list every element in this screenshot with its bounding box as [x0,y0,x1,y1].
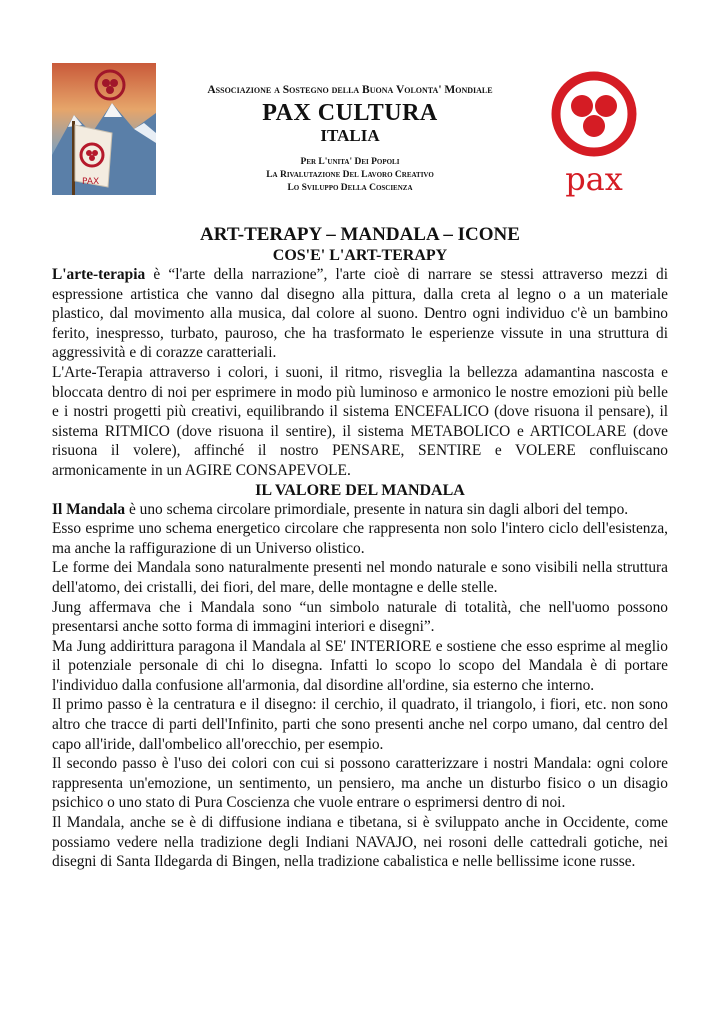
section-heading-art-terapy: COS'E' L'ART-TERAPY [272,247,448,264]
paragraph-3-lead: Il Mandala [52,500,126,518]
association-heading [170,84,530,195]
paragraph-5: Le forme dei Mandala sono naturalmente presenti nel mondo naturale e sono visibili nella struttura dell'atomo, dei cristalli, dei fiori, del mare, delle montagne e delle stelle. [52,559,668,596]
left-logo-lettering: PAX [82,177,100,187]
paragraph-3 [52,500,668,520]
paragraph-10: Il Mandala, anche se è di diffusione indiana e tibetana, si è sviluppato anche in Occidente, come possiamo vedere nella tradizione degli Indiani NAVAJO, nei rosoni delle cattedrali gotiche, nei disegni di Santa Ildegarda di Bingen, nella tradizione cabalistica e nelle bellissime icone russe. [52,814,668,871]
paragraph-1-lead: L'arte-terapia [52,266,146,283]
tagline-line-1: Per L'unita' Dei Popoli [300,157,400,167]
document-header [0,0,720,220]
tagline-line-2: La Rivalutazione Del Lavoro Creativo [266,170,434,180]
pax-logo-lettering: pax [565,160,623,198]
paragraph-3-text: è uno schema circolare primordiale, presente in natura sin dagli albori del tempo. [125,500,629,518]
paragraph-4: Esso esprime uno schema energetico circolare che rappresenta non solo l'intero ciclo dell'esistenza, ma anche la raffigurazione di un Universo olistico. [52,520,668,557]
association-name: Associazione a Sostegno della Buona Volonta' Mondiale [207,84,493,96]
page-title: ART-TERAPY – MANDALA – ICONE [200,224,520,245]
paragraph-1 [52,265,668,363]
paragraph-8: Il primo passo è la centratura e il disegno: il cerchio, il quadrato, il triangolo, i fiori, etc. non sono altro che tracce di parti dell'Infinito, parti che sono presenti anche nel corpo umano, dal centro del capo all'iride, dall'ombelico all'orecchio, per esempio. [52,696,668,753]
paragraph-6: Jung affermava che i Mandala sono “un simbolo naturale di totalità, che nell'uomo possono presentarsi anche sotto forma di immagini interiori e disegni”. [52,598,668,636]
paragraph-7: Ma Jung addirittura paragona il Mandala al SE' INTERIORE e sostiene che esso esprime al meglio il potenziale personale di chi lo disegna. Infatti lo scopo lo scopo del Mandala è di portare l'individuo dalla confusione all'armonia, dal disordine all'ordine, sia esterno che interno. [52,637,668,694]
paragraph-2: L'Arte-Terapia attraverso i colori, i suoni, il ritmo, risveglia la bellezza adamantina nascosta e bloccata dentro di noi per esprimere in modo più luminoso e armonico le nostre emozioni più belle e i nostri progetti più creativi, equilibrando il sistema ENCEFALICO (dove risuona il pensare), il sistema RITMICO (dove risuona il sentire), il sistema METABOLICO e ARTICOLARE (dove risuona il volere), affinché il nostro PENSARE, SENTIRE e VOLERE confluiscano armonicamente in un AGIRE CONSAPEVOLE. [52,363,668,479]
paragraph-9: Il secondo passo è l'uso dei colori con cui si possono caratterizzare i nostri Mandala: ogni colore rappresenta un'emozione, un sentimento, un pensiero, ma anche un disturbo fisico o un disagio psichico o uno stato di Pura Coscienza che vuole entrare o esprimersi dentro di noi. [52,755,668,812]
pax-logo [534,66,654,201]
section-heading-mandala: IL VALORE DEL MANDALA [255,481,465,499]
organization-title: PAX CULTURA [262,100,438,126]
organization-country: ITALIA [320,126,380,145]
banner-of-peace-painting [52,63,156,195]
paragraph-1-text: è “l'arte della narrazione”, l'arte cioè di narrare se stessi attraverso mezzi di espressione artistica che vanno dal disegno alla pittura, dalla creta al legno o a un materiale plastico, dal movimento alla musica, dal colore al suono. Dentro ogni individuo c'è un bambino ferito, inespresso, turbato, pauroso, che ha trasformato le esperienze vissute in una struttura di aggressività e di corazze caratteriali. [52,266,668,362]
tagline-line-3: Lo Sviluppo Della Coscienza [287,183,413,193]
document-body [52,224,668,872]
